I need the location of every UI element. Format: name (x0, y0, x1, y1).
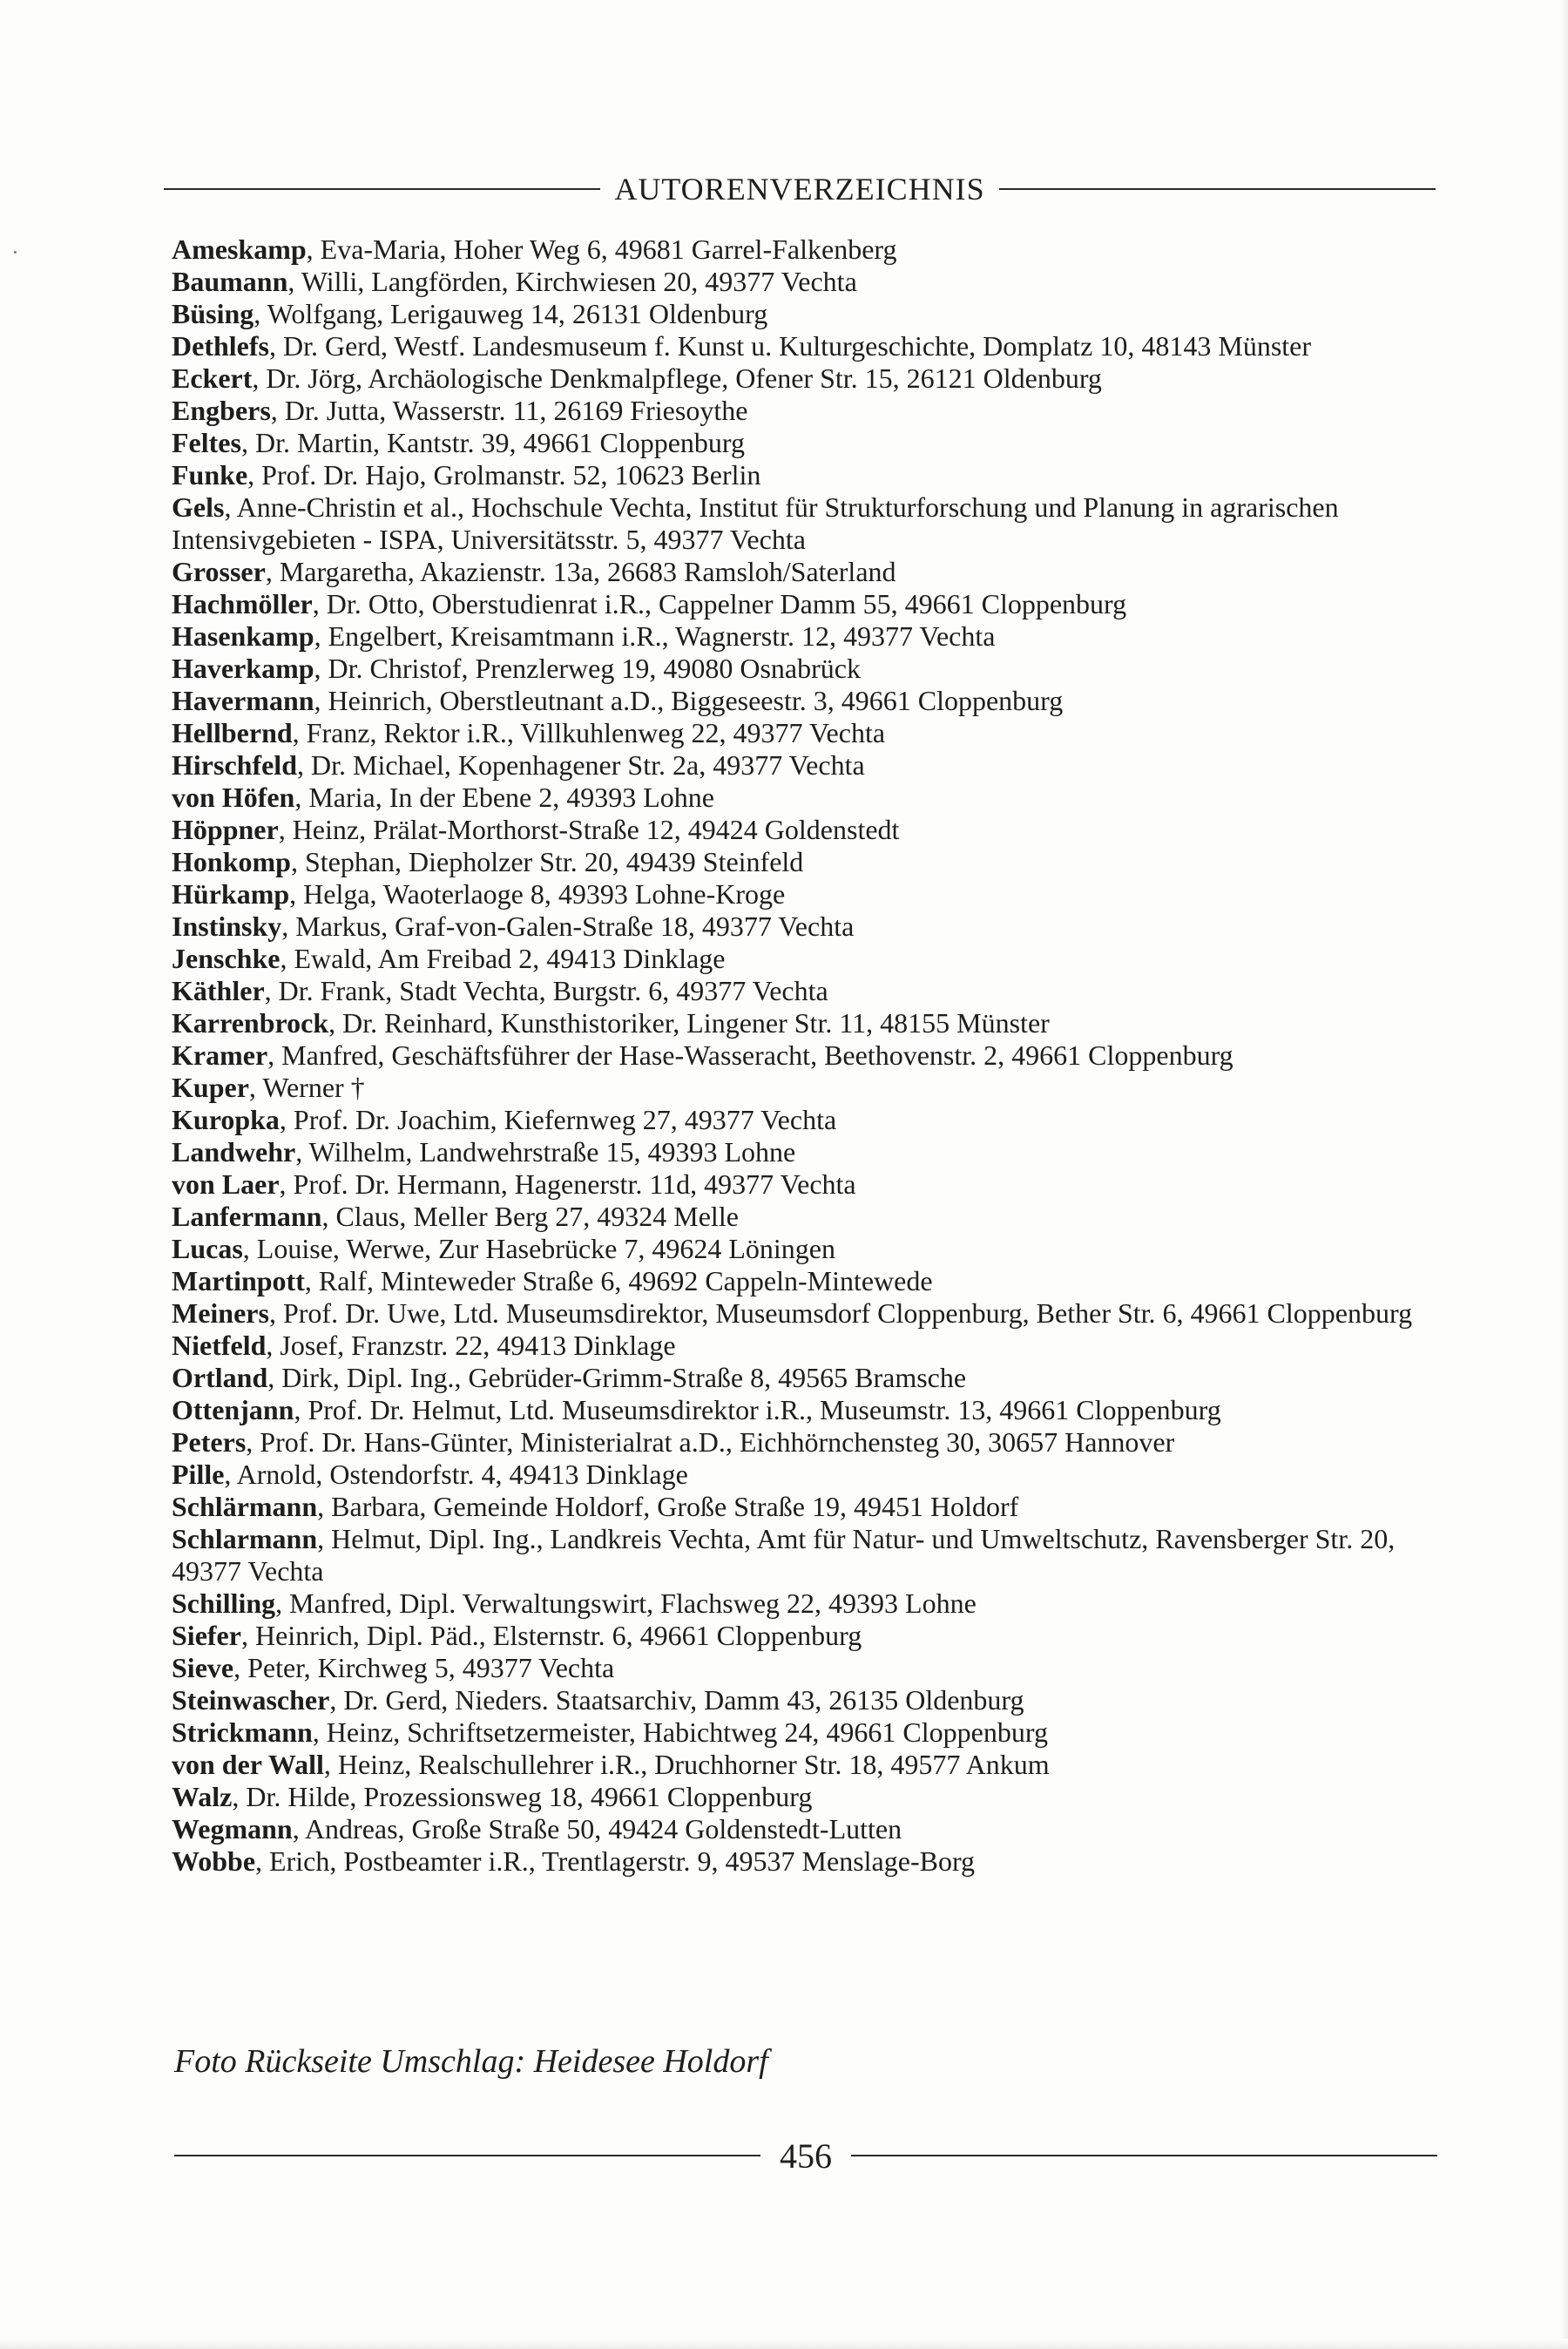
author-entry (172, 1845, 1435, 1878)
author-details: , Maria, In der Ebene 2, 49393 Lohne (294, 782, 714, 813)
page-edge-shadow (1559, 0, 1568, 2349)
page-footer (174, 2128, 1437, 2183)
author-details: , Erich, Postbeamter i.R., Trentlagerstr. 9, 49537 Menslage-Borg (255, 1845, 976, 1877)
author-entry (172, 266, 1435, 298)
author-entry (172, 620, 1435, 653)
author-entry (172, 1330, 1435, 1362)
author-details: , Dr. Frank, Stadt Vechta, Burgstr. 6, 49377 Vechta (264, 975, 828, 1006)
author-surname: Wegmann (172, 1813, 293, 1845)
author-entry (172, 1265, 1435, 1297)
author-surname: Schilling (172, 1587, 276, 1619)
author-details: , Louise, Werwe, Zur Hasebrücke 7, 49624 Löningen (242, 1233, 835, 1264)
author-details: , Helmut, Dipl. Ing., Landkreis Vechta, Amt für Natur- und Umweltschutz, Ravensberger Str. 20, 49377 Vechta (172, 1523, 1396, 1587)
author-details: , Willi, Langförden, Kirchwiesen 20, 49377 Vechta (287, 266, 857, 297)
page-bottom-shadow (0, 2339, 1568, 2349)
author-details: , Josef, Franzstr. 22, 49413 Dinklage (266, 1330, 676, 1361)
header-rule-right (999, 188, 1436, 190)
author-surname: Hürkamp (172, 878, 290, 910)
author-entry (172, 1136, 1435, 1168)
author-surname: von Laer (172, 1168, 280, 1200)
author-surname: Schlärmann (172, 1491, 318, 1522)
page-title: AUTORENVERZEICHNIS (614, 172, 985, 206)
author-details: , Engelbert, Kreisamtmann i.R., Wagnerstr. 12, 49377 Vechta (314, 620, 996, 652)
author-surname: Hasenkamp (172, 620, 314, 652)
author-entry (172, 1684, 1435, 1716)
author-details: , Arnold, Ostendorfstr. 4, 49413 Dinklage (224, 1459, 688, 1490)
author-surname: Havermann (172, 685, 314, 716)
author-surname: Funke (172, 459, 248, 491)
author-details: , Dr. Otto, Oberstudienrat i.R., Cappelner Damm 55, 49661 Cloppenburg (312, 588, 1127, 619)
author-surname: Martinpott (172, 1265, 305, 1296)
author-surname: Eckert (172, 362, 253, 394)
author-details: , Dr. Hilde, Prozessionsweg 18, 49661 Cloppenburg (232, 1781, 813, 1812)
author-surname: Jenschke (172, 943, 280, 974)
author-entry (172, 910, 1435, 943)
author-entry (172, 459, 1435, 491)
author-entry (172, 782, 1435, 814)
author-entry (172, 846, 1435, 878)
author-entry (172, 234, 1435, 266)
author-details: , Dr. Christof, Prenzlerweg 19, 49080 Osnabrück (314, 653, 861, 684)
author-entry (172, 427, 1435, 459)
author-details: , Prof. Dr. Helmut, Ltd. Museumsdirektor i.R., Museumstr. 13, 49661 Cloppenburg (294, 1394, 1221, 1425)
author-entry (172, 1362, 1435, 1394)
author-details: , Helga, Waoterlaoge 8, 49393 Lohne-Kroge (289, 878, 786, 910)
author-entry (172, 298, 1435, 330)
author-details: , Ralf, Minteweder Straße 6, 49692 Cappeln-Mintewede (304, 1265, 933, 1296)
author-surname: Peters (172, 1426, 247, 1458)
author-entry (172, 1426, 1435, 1459)
author-details: , Wolfgang, Lerigauweg 14, 26131 Oldenburg (253, 298, 768, 329)
author-entry (172, 749, 1435, 782)
author-details: , Wilhelm, Landwehrstraße 15, 49393 Lohne (295, 1136, 796, 1168)
author-entry (172, 1233, 1435, 1265)
author-surname: Sieve (172, 1652, 234, 1683)
author-surname: Gels (172, 491, 225, 523)
author-details: , Dr. Michael, Kopenhagener Str. 2a, 49377 Vechta (296, 749, 865, 781)
author-entry (172, 1168, 1435, 1201)
footer-rule-right (851, 2155, 1437, 2156)
author-details: , Anne-Christin et al., Hochschule Vechta, Institut für Strukturforschung und Planung in agrarischen Intensivgebieten - ISPA, Universitätsstr. 5, 49377 Vechta (172, 491, 1339, 555)
author-details: , Prof. Dr. Uwe, Ltd. Museumsdirektor, Museumsdorf Cloppenburg, Bether Str. 6, 49661 Cloppenburg (268, 1297, 1413, 1329)
author-entry (172, 395, 1435, 427)
author-surname: Strickmann (172, 1716, 313, 1748)
footer-rule-left (174, 2155, 760, 2156)
author-surname: Kuper (172, 1072, 249, 1103)
author-entry (172, 1813, 1435, 1845)
author-details: , Prof. Dr. Hermann, Hagenerstr. 11d, 49377 Vechta (279, 1168, 856, 1200)
author-details: , Dr. Jutta, Wasserstr. 11, 26169 Friesoythe (270, 395, 748, 426)
author-details: , Dr. Jörg, Archäologische Denkmalpflege, Ofener Str. 15, 26121 Oldenburg (252, 362, 1102, 394)
author-details: , Claus, Meller Berg 27, 49324 Melle (321, 1201, 739, 1232)
author-details: , Barbara, Gemeinde Holdorf, Große Straße 19, 49451 Holdorf (317, 1491, 1019, 1522)
author-details: , Heinz, Schriftsetzermeister, Habichtweg 24, 49661 Cloppenburg (312, 1716, 1048, 1748)
author-entry (172, 878, 1435, 910)
author-surname: Feltes (172, 427, 241, 458)
author-details: , Prof. Dr. Hans-Günter, Ministerialrat a.D., Eichhörnchensteg 30, 30657 Hannover (246, 1426, 1175, 1458)
author-surname: Hirschfeld (172, 749, 297, 781)
author-entry (172, 1749, 1435, 1781)
author-entry (172, 1652, 1435, 1684)
author-details: , Markus, Graf-von-Galen-Straße 18, 49377 Vechta (281, 910, 855, 942)
author-entry (172, 1491, 1435, 1523)
author-entry (172, 975, 1435, 1007)
author-surname: Schlarmann (172, 1523, 318, 1554)
author-entry (172, 717, 1435, 749)
author-surname: von der Wall (172, 1749, 324, 1780)
author-details: , Peter, Kirchweg 5, 49377 Vechta (233, 1652, 615, 1683)
author-entry (172, 362, 1435, 395)
author-details: , Werner † (248, 1072, 365, 1103)
author-entry (172, 1201, 1435, 1233)
author-entry (172, 1039, 1435, 1072)
author-surname: Käthler (172, 975, 265, 1006)
author-details: , Dirk, Dipl. Ing., Gebrüder-Grimm-Straße 8, 49565 Bramsche (267, 1362, 967, 1393)
author-surname: Engbers (172, 395, 271, 426)
author-surname: Hellbernd (172, 717, 293, 748)
author-details: , Heinrich, Dipl. Päd., Elsternstr. 6, 49661 Cloppenburg (240, 1620, 862, 1651)
author-entry (172, 1781, 1435, 1813)
author-entry (172, 588, 1435, 620)
author-surname: Walz (172, 1781, 233, 1812)
author-surname: Karrenbrock (172, 1007, 329, 1039)
author-entry (172, 491, 1435, 556)
author-details: , Heinz, Prälat-Morthorst-Straße 12, 49424 Goldenstedt (278, 814, 900, 845)
author-entry (172, 1523, 1435, 1587)
author-surname: Wobbe (172, 1845, 256, 1877)
author-details: , Heinz, Realschullehrer i.R., Druchhorner Str. 18, 49577 Ankum (323, 1749, 1050, 1780)
author-surname: Kramer (172, 1039, 268, 1071)
author-surname: Hachmöller (172, 588, 313, 619)
author-entry (172, 1007, 1435, 1039)
author-surname: Honkomp (172, 846, 291, 877)
author-details: , Ewald, Am Freibad 2, 49413 Dinklage (280, 943, 726, 974)
page-header (164, 167, 1436, 211)
author-surname: Nietfeld (172, 1330, 267, 1361)
page-number: 456 (780, 2136, 832, 2176)
author-surname: Steinwascher (172, 1684, 330, 1716)
author-surname: Pille (172, 1459, 225, 1490)
author-entry (172, 1104, 1435, 1136)
author-entry (172, 814, 1435, 846)
scan-speck (14, 251, 17, 254)
author-details: , Heinrich, Oberstleutnant a.D., Biggeseestr. 3, 49661 Cloppenburg (314, 685, 1064, 716)
author-details: , Prof. Dr. Hajo, Grolmanstr. 52, 10623 Berlin (247, 459, 761, 491)
author-details: , Dr. Gerd, Westf. Landesmuseum f. Kunst u. Kulturgeschichte, Domplatz 10, 48143 Münster (268, 330, 1312, 362)
header-rule-left (164, 188, 600, 190)
author-surname: Kuropka (172, 1104, 280, 1135)
author-entry (172, 330, 1435, 362)
author-details: , Franz, Rektor i.R., Villkuhlenweg 22, 49377 Vechta (292, 717, 886, 748)
author-details: , Dr. Reinhard, Kunsthistoriker, Lingener Str. 11, 48155 Münster (328, 1007, 1050, 1039)
author-entry (172, 1459, 1435, 1491)
author-surname: Ortland (172, 1362, 268, 1393)
author-surname: Landwehr (172, 1136, 296, 1168)
author-surname: Grosser (172, 556, 266, 587)
author-details: , Manfred, Dipl. Verwaltungswirt, Flachsweg 22, 49393 Lohne (275, 1587, 977, 1619)
author-list (172, 234, 1435, 1878)
author-entry (172, 1620, 1435, 1652)
author-surname: Ottenjann (172, 1394, 294, 1425)
author-entry (172, 685, 1435, 717)
author-entry (172, 943, 1435, 975)
photo-caption: Foto Rückseite Umschlag: Heidesee Holdorf (174, 2043, 768, 2080)
author-entry (172, 556, 1435, 588)
author-surname: Lanfermann (172, 1201, 322, 1232)
author-details: , Dr. Martin, Kantstr. 39, 49661 Cloppenburg (240, 427, 745, 458)
author-surname: Instinsky (172, 910, 282, 942)
author-surname: Dethlefs (172, 330, 269, 362)
author-surname: Siefer (172, 1620, 241, 1651)
author-entry (172, 1587, 1435, 1620)
author-surname: Meiners (172, 1297, 269, 1329)
author-details: , Prof. Dr. Joachim, Kiefernweg 27, 49377 Vechta (279, 1104, 837, 1135)
author-surname: Haverkamp (172, 653, 314, 684)
author-surname: Büsing (172, 298, 254, 329)
author-details: , Margaretha, Akazienstr. 13a, 26683 Ramsloh/Saterland (265, 556, 896, 587)
author-details: , Stephan, Diepholzer Str. 20, 49439 Steinfeld (290, 846, 804, 877)
author-entry (172, 1297, 1435, 1330)
author-entry (172, 1394, 1435, 1426)
author-surname: Ameskamp (172, 234, 307, 265)
author-details: , Eva-Maria, Hoher Weg 6, 49681 Garrel-Falkenberg (306, 234, 897, 265)
author-entry (172, 1072, 1435, 1104)
author-details: , Andreas, Große Straße 50, 49424 Goldenstedt-Lutten (292, 1813, 902, 1845)
author-details: , Manfred, Geschäftsführer der Hase-Wasseracht, Beethovenstr. 2, 49661 Cloppenburg (267, 1039, 1233, 1071)
author-surname: Baumann (172, 266, 288, 297)
author-surname: von Höfen (172, 782, 295, 813)
author-details: , Dr. Gerd, Nieders. Staatsarchiv, Damm 43, 26135 Oldenburg (329, 1684, 1024, 1716)
author-entry (172, 1716, 1435, 1749)
author-entry (172, 653, 1435, 685)
author-surname: Lucas (172, 1233, 243, 1264)
author-surname: Höppner (172, 814, 279, 845)
